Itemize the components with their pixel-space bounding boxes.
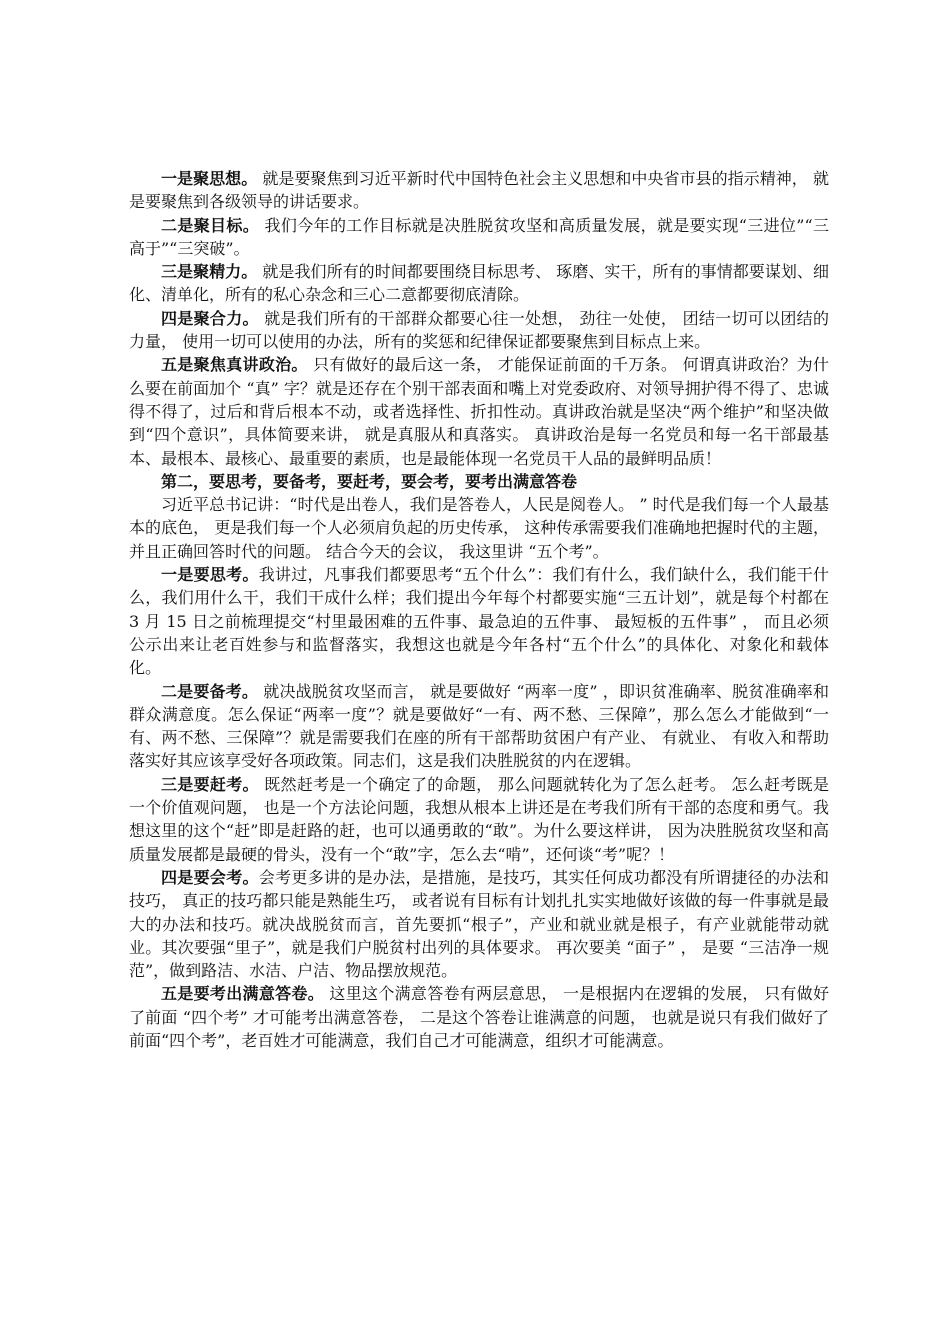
paragraph-body: 就决战脱贫攻坚而言， 就是要做好 “两率一度” ，即识贫准确率、脱贫准确率和群众满意度。怎么保证“两率一度”？就是要做好“一有、两不愁、三保障”，那么怎么才能做到“一有、两不愁、三保障”？就是需要我们在座的所有干部帮助贫困户有产业、 有就业、 有收入和帮助落实好其应该享受好各项政策。同志们，这是我们决胜脱贫的内在逻辑。 (129, 681, 829, 771)
paragraph-body: 会考更多讲的是办法，是措施，是技巧，其实任何成功都没有所谓捷径的办法和技巧， 真正的技巧都只能是熟能生巧， 或者说有目标有计划扎扎实实地做好该做的每一件事就是最大的办法和技巧。就决战脱贫而言，首先要抓“根子”，产业和就业就是根子，有产业就能带动就业。其次要强“里子”，就是我们户脱贫村出列的具体要求。 再次要美 “面子” ， 是要 “三洁净一规范”，做到路洁、水洁、户洁、物品摆放规范。 (129, 867, 829, 981)
paragraph-lead: 二是聚目标。 (161, 215, 260, 235)
paragraph-body: 这里这个满意答卷有两层意思， 一是根据内在逻辑的发展， 只有做好了前面 “四个考” 才可能考出满意答卷， 二是这个答卷让谁满意的问题， 也就是说只有我们做好了前面“四个考”，老百姓才可能满意，我们自己才可能满意，组织才可能满意。 (129, 984, 829, 1050)
paragraph-4 (129, 307, 829, 354)
paragraph-body: 只有做好的最后这一条， 才能保证前面的千万条。 何谓真讲政治？为什么要在前面加个 “真” 字？就是还存在个别干部表面和嘴上对党委政府、对领导拥护得不得了、忠诚得不得了，过后和背后根本不动，或者选择性、折扣性动。真讲政治就是坚决“两个维护”和坚决做到“四个意识”，具体简要来讲， 就是真服从和真落实。 真讲政治是每一名党员和每一名干部最基本、最根本、最核心、最重要的素质，也是最能体现一名党员干人品的最鲜明品质！ (129, 355, 829, 468)
paragraph-lead: 五是聚焦真讲政治。 (161, 355, 308, 375)
paragraph-5 (129, 353, 829, 469)
section-heading: 第二，要思考，要备考，要赶考，要会考，要考出满意答卷 (161, 471, 578, 491)
paragraph-lead: 二是要备考。 (161, 681, 259, 701)
paragraph-lead: 四是要会考。 (161, 867, 259, 887)
paragraph-3 (129, 260, 829, 307)
paragraph-body: 既然赶考是一个确定了的命题， 那么问题就转化为了怎么赶考。 怎么赶考既是一个价值观问题， 也是一个方法论问题，我想从根本上讲还是在考我们所有干部的态度和勇气。我想这里的这个“赶”即是赶路的赶，也可以通勇敢的“敢”。为什么要这样讲， 因为决胜脱贫攻坚和高质量发展都是最硬的骨头，没有一个“敢”字，怎么去“啃”，还何谈“考”呢？！ (129, 774, 829, 864)
paragraph-6 (129, 563, 829, 679)
paragraph-lead: 五是要考出满意答卷。 (161, 984, 325, 1004)
paragraph-2 (129, 214, 829, 261)
paragraph-7 (129, 680, 829, 773)
paragraph-body: 就是要聚焦到习近平新时代中国特色社会主义思想和中央省市县的指示精神， 就是要聚焦到各级领导的讲话要求。 (129, 169, 829, 212)
paragraph-body: 就是我们所有的干部群众都要心往一处想， 劲往一处使， 团结一切可以团结的力量， 使用一切可以使用的办法，所有的奖惩和纪律保证都要聚焦到目标点上来。 (129, 308, 829, 352)
paragraph-body: 我们今年的工作目标就是决胜脱贫攻坚和高质量发展，就是要实现“三进位”“三高于”“三突破”。 (129, 215, 829, 258)
paragraph-body: 就是我们所有的时间都要围绕目标思考、 琢磨、实干，所有的事情都要谋划、细化、清单化，所有的私心杂念和三心二意都要彻底清除。 (129, 262, 829, 305)
paragraph-9 (129, 866, 829, 982)
paragraph-lead: 一是要思考。 (161, 565, 259, 585)
paragraph-lead: 三是要赶考。 (161, 774, 259, 794)
paragraph-lead: 四是聚合力。 (161, 308, 259, 328)
paragraph-lead: 三是聚精力。 (161, 262, 258, 282)
paragraph-10 (129, 982, 829, 1052)
paragraph-body: 我讲过，凡事我们都要思考“五个什么”：我们有什么，我们缺什么，我们能干什么，我们用什么干，我们干成什么样；我们提出今年每个村都要实施“三五计划”，就是每个村都在 3 月 15 日之前梳理提交“村里最困难的五件事、最急迫的五件事、 最短板的五件事” ， 而且必须公示出来让老百姓参与和监督落实，我想这也就是今年各村“五个什么”的具体化、对象化和载体化。 (129, 565, 829, 678)
document-page (129, 167, 829, 1052)
paragraph-1 (129, 167, 829, 214)
paragraph-8 (129, 773, 829, 866)
intro-paragraph: 习近平总书记讲：“时代是出卷人，我们是答卷人，人民是阅卷人。 ” 时代是我们每一个人最基本的底色， 更是我们每一个人必须肩负起的历史传承， 这种传承需要我们准确地把握时代的主题， 并且正确回答时代的问题。 结合今天的会议， 我这里讲 “五个考”。 (129, 495, 829, 561)
paragraph-lead: 一是聚思想。 (161, 169, 258, 188)
